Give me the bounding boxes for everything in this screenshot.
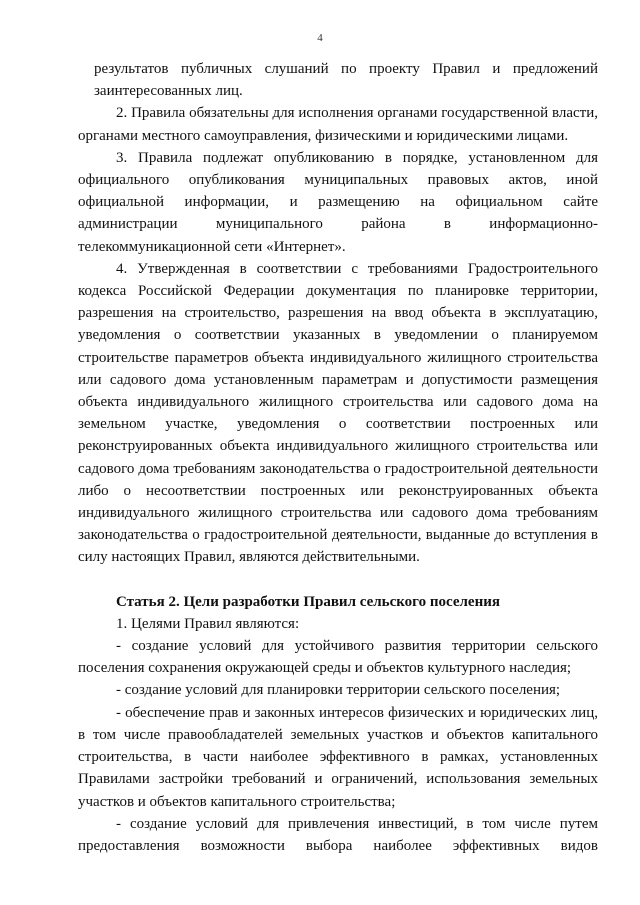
- page-number: 4: [317, 32, 323, 44]
- paragraph-continuation: результатов публичных слушаний по проекту Правил и предложений заинтересованных лиц.: [94, 61, 598, 100]
- section-gap: [78, 569, 598, 591]
- paragraph-2: 2. Правила обязательны для исполнения органами государственной власти, органами местного самоуправления, физическими и юридическими лицами.: [78, 105, 598, 144]
- goal-item-1: - создание условий для устойчивого развития территории сельского поселения сохранения окружающей среды и объектов культурного наследия;: [78, 638, 598, 677]
- paragraph-3: 3. Правила подлежат опубликованию в порядке, установленном для официального опубликования муниципальных правовых актов, иной официальной информации, и размещению на официальном сайте администрации муниципального района в информационно-телекоммуникационной сети «Интернет».: [78, 149, 598, 255]
- article-heading: Статья 2. Цели разработки Правил сельского поселения: [116, 593, 500, 610]
- document-body: [78, 58, 598, 857]
- goal-item-4: - создание условий для привлечения инвестиций, в том числе путем предоставления возможности выбора наиболее эффективных видов: [78, 815, 598, 854]
- goal-item-3: - обеспечение прав и законных интересов физических и юридических лиц, в том числе правообладателей земельных участков и объектов капитального строительства, в части наиболее эффективного в рамках, установленных Правилами застройки требований и ограничений, использования земельных участков и объектов капитального строительства;: [78, 704, 598, 810]
- article-intro: 1. Целями Правил являются:: [116, 615, 300, 632]
- goal-item-2: - создание условий для планировки территории сельского поселения;: [116, 682, 561, 699]
- paragraph-4: 4. Утвержденная в соответствии с требованиями Градостроительного кодекса Российской Федерации документация по планировке территории, разрешения на строительство, разрешения на ввод объекта в эксплуатацию, уведомления о соответствии указанных в уведомлении о планируемом строительстве параметров объекта индивидуального жилищного строительства или садового дома установленным параметрам и допустимости размещения объекта индивидуального жилищного строительства или садового дома на земельном участке, уведомления о соответствии построенных или реконструированных объекта индивидуального жилищного строительства или садового дома требованиям законодательства о градостроительной деятельности либо о несоответствии построенных или реконструированных объекта индивидуального жилищного строительства или садового дома требованиям законодательства о градостроительной деятельности, выданные до вступления в силу настоящих Правил, являются действительными.: [78, 260, 598, 566]
